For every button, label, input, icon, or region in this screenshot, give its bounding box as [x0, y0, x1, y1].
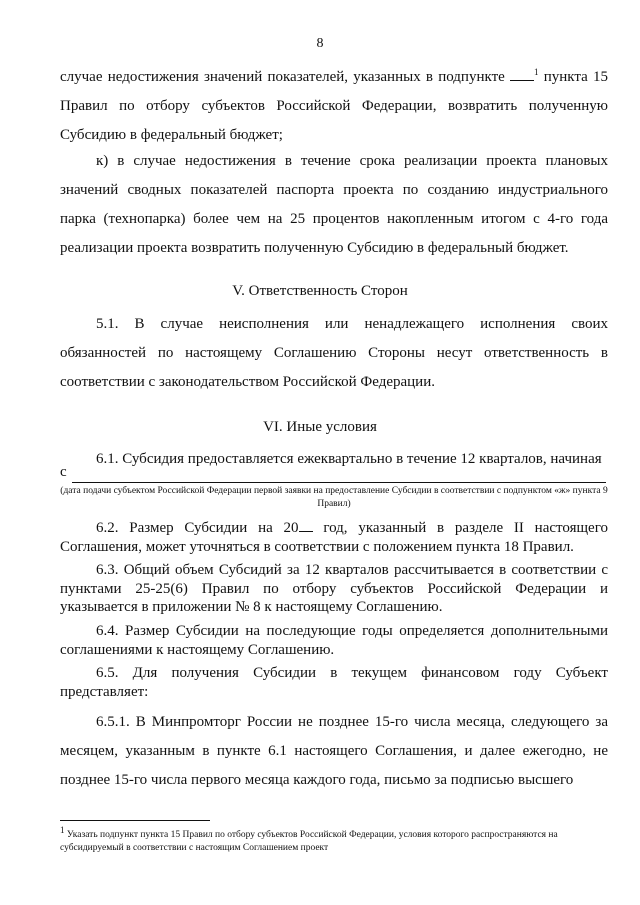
footnote-text: Указать подпункт пункта 15 Правил по отбору субъектов Российской Федерации, условия которого распространяются на субсидируемый в соответствии с настоящим Соглашением проект [60, 830, 558, 853]
footnote-ref: 1 [534, 67, 539, 77]
page-number: 8 [316, 36, 324, 51]
paragraph-5-1: 5.1. В случае неисполнения или ненадлежащего исполнения своих обязанностей по настоящему Соглашению Стороны несут ответственность в соответствии с законодательством Российской Федерации. [60, 316, 608, 390]
paragraph-6-4: 6.4. Размер Субсидии на последующие годы определяется дополнительными соглашениями к настоящему Соглашению. [60, 623, 608, 658]
paragraph-6-1-prefix: с [60, 464, 67, 480]
footnote-rule [60, 820, 210, 821]
section-6-title: VI. Иные условия [263, 419, 377, 435]
paragraph-text: год, указанный в разделе II настоящего Соглашения, может уточняться в соответствии с положением пункта 18 Правил. [60, 520, 608, 555]
paragraph-text: пункта 15 Правил по отбору субъектов Российской Федерации, возвратить полученную Субсидию в федеральный бюджет; [60, 69, 608, 143]
paragraph-continuation [60, 63, 608, 150]
paragraph-text: случае недостижения значений показателей, указанных в подпункте [60, 69, 511, 85]
year-blank [299, 519, 313, 532]
paragraph-k: к) в случае недостижения в течение срока реализации проекта плановых значений сводных показателей паспорта проекта по созданию индустриального парка (технопарка) более чем на 25 процентов накопленным итогом с 4-го года реализации проекта возвратить полученную Субсидию в федеральный бюджет. [60, 153, 608, 256]
paragraph-6-5: 6.5. Для получения Субсидии в текущем финансовом году Субъект представляет: [60, 665, 608, 700]
paragraph-6-3: 6.3. Общий объем Субсидий за 12 кварталов рассчитывается в соответствии с пунктами 25-25(6) Правил по отбору субъектов Российской Федерации и указывается в приложении № 8 к настоящему Соглашению. [60, 562, 608, 615]
footnote-mark: 1 [60, 824, 65, 835]
blank-field [510, 68, 534, 81]
section-5-title: V. Ответственность Сторон [232, 283, 408, 299]
footnote [60, 824, 608, 855]
paragraph-6-2 [60, 519, 608, 556]
paragraph-6-1: 6.1. Субсидия предоставляется ежеквартально в течение 12 кварталов, начиная [96, 451, 602, 467]
date-caption: (дата подачи субъектом Российской Федерации первой заявки на предоставление Субсидии в соответствии с подпунктом «ж» пункта 9 Правил) [60, 486, 608, 509]
date-blank-line [72, 482, 606, 483]
paragraph-6-5-1: 6.5.1. В Минпромторг России не позднее 15-го числа месяца, следующего за месяцем, указанным в пункте 6.1 настоящего Соглашения, и далее ежегодно, не позднее 15-го числа первого месяца каждого года, письмо за подписью высшего [60, 714, 608, 788]
paragraph-text: 6.2. Размер Субсидии на 20 [96, 520, 299, 536]
